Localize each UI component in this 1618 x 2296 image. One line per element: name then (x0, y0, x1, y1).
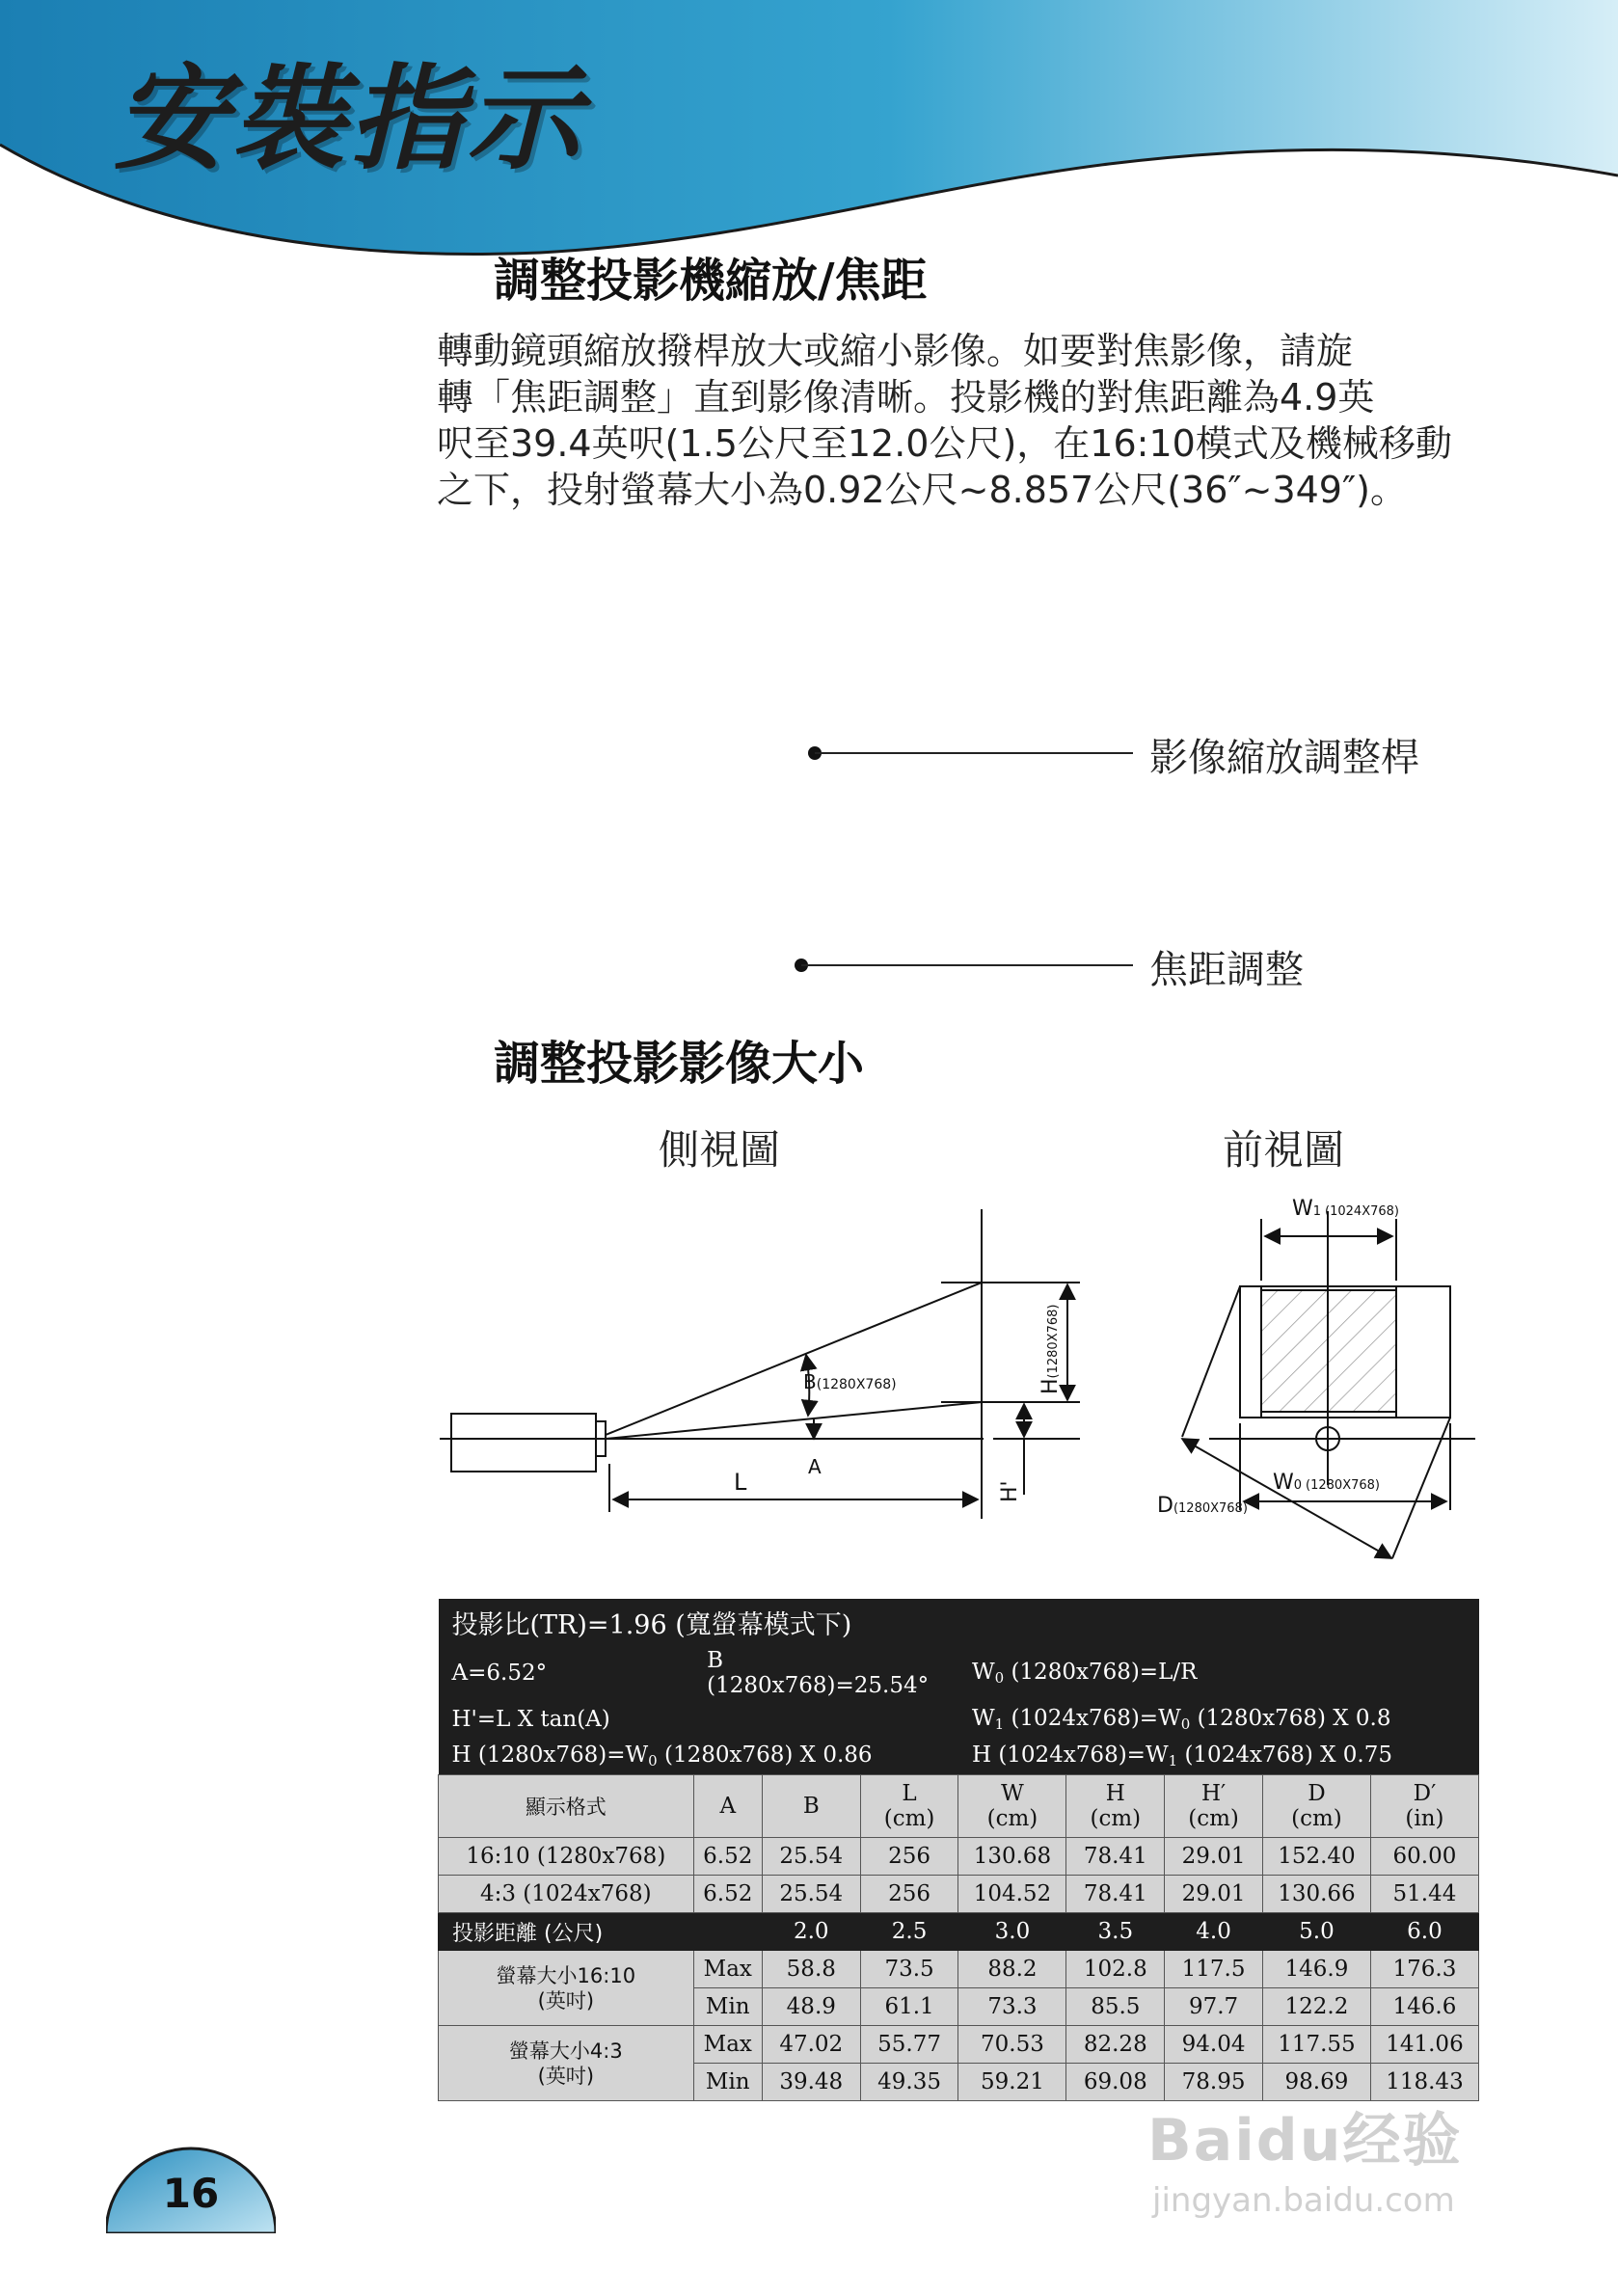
table-cell: 51.44 (1370, 1876, 1478, 1913)
column-header: B (762, 1775, 860, 1838)
distance-value: 4.0 (1165, 1913, 1263, 1951)
table-cell: 88.2 (958, 1951, 1066, 1988)
beam-top-line (606, 1283, 982, 1435)
table-cell: 29.01 (1165, 1876, 1263, 1913)
table-cell: 122.2 (1262, 1988, 1370, 2026)
column-header: A (693, 1775, 762, 1838)
distance-label: 投影距離 (公尺) (439, 1913, 763, 1951)
formula-row (439, 1701, 1479, 1738)
projection-geometry-diagram (424, 1186, 1504, 1610)
table-cell: 146.6 (1370, 1988, 1478, 2026)
table-cell: 29.01 (1165, 1838, 1263, 1876)
distance-value: 2.5 (860, 1913, 958, 1951)
table-cell: 94.04 (1165, 2026, 1263, 2064)
column-header: L (cm) (860, 1775, 958, 1838)
min-label: Min (693, 1988, 762, 2026)
table-header-row (439, 1775, 1479, 1838)
max-label: Max (693, 1951, 762, 1988)
table-cell: 104.52 (958, 1876, 1066, 1913)
table-cell: 146.9 (1262, 1951, 1370, 1988)
table-cell: 60.00 (1370, 1838, 1478, 1876)
max-label: Max (693, 2026, 762, 2064)
table-cell: 85.5 (1066, 1988, 1165, 2026)
table-cell: 117.55 (1262, 2026, 1370, 2064)
description-line: 轉「焦距調整」直到影像清晰。投影機的對焦距離為4.9英 (437, 376, 1375, 419)
min-label: Min (693, 2064, 762, 2101)
table-cell: 39.48 (762, 2064, 860, 2101)
table-cell: 61.1 (860, 1988, 958, 2026)
table-cell: 117.5 (1165, 1951, 1263, 1988)
distance-value: 5.0 (1262, 1913, 1370, 1951)
formula-b: B (1280x768)=25.54° (693, 1645, 958, 1701)
beam-bottom-line (606, 1402, 982, 1439)
column-header: W (cm) (958, 1775, 1066, 1838)
formula-h-prime: H'=L X tan(A) (439, 1701, 958, 1738)
watermark-logo: Baidu经验 (1147, 2107, 1463, 2174)
formula-row (439, 1645, 1479, 1701)
watermark-url: jingyan.baidu.com (1152, 2181, 1455, 2220)
column-header-format: 顯示格式 (439, 1775, 694, 1838)
page-number: 16 (162, 2170, 220, 2217)
table-cell: 6.52 (693, 1838, 762, 1876)
screen-size-4-3-label: 螢幕大小4:3 (英吋) (439, 2026, 694, 2101)
column-header: D′ (in) (1370, 1775, 1478, 1838)
label-l: L (734, 1469, 747, 1496)
table-cell: 49.35 (860, 2064, 958, 2101)
section-title-image-size: 調整投影影像大小 (494, 1037, 865, 1091)
throw-ratio-text: 投影比(TR)=1.96 (寬螢幕模式下) (439, 1599, 1479, 1645)
distance-value: 3.0 (958, 1913, 1066, 1951)
table-cell: 152.40 (1262, 1838, 1370, 1876)
page-number-badge (106, 2141, 276, 2233)
table-cell: 256 (860, 1838, 958, 1876)
description-line: 轉動鏡頭縮放撥桿放大或縮小影像。如要對焦影像，請旋 (437, 330, 1354, 372)
table-cell: 78.95 (1165, 2064, 1263, 2101)
label-h: H(1280X768) (1038, 1304, 1063, 1394)
distance-value: 2.0 (762, 1913, 860, 1951)
formula-w1: $W_1$ $(1024x768)=W_0$ (1280x768) X 0.8 (958, 1701, 1479, 1738)
table-cell: 73.5 (860, 1951, 958, 1988)
projection-spec-table (438, 1599, 1479, 2101)
table-cell: 256 (860, 1876, 958, 1913)
table-row (439, 1951, 1479, 1988)
label-w1: W1 (1024X768) (1292, 1197, 1399, 1221)
table-cell: 70.53 (958, 2026, 1066, 2064)
section-title-zoom-focus: 調整投影機縮放/焦距 (494, 254, 928, 308)
formula-w0: $W_0$ (1280x768)=L/R (958, 1645, 1479, 1701)
table-cell: 130.66 (1262, 1876, 1370, 1913)
front-view-label: 前視圖 (1223, 1126, 1345, 1174)
zoom-focus-description (437, 328, 1452, 513)
focus-ring-pointer-line (801, 964, 1133, 966)
formula-a: A=6.52° (439, 1645, 694, 1701)
focus-ring-label: 焦距調整 (1149, 948, 1304, 992)
column-header: H (cm) (1066, 1775, 1165, 1838)
table-cell: 78.41 (1066, 1838, 1165, 1876)
table-cell: 141.06 (1370, 2026, 1478, 2064)
table-cell: 25.54 (762, 1876, 860, 1913)
table-cell: 25.54 (762, 1838, 860, 1876)
column-header: H′ (cm) (1165, 1775, 1263, 1838)
label-a: A (808, 1455, 822, 1478)
formula-h-1280: H $(1280x768)=W_0$ (1280x768) X 0.86 (439, 1738, 958, 1775)
table-cell: 97.7 (1165, 1988, 1263, 2026)
formula-h-1024: H $(1024x768)=W_1$ (1024x768) X 0.75 (958, 1738, 1479, 1775)
distance-value: 6.0 (1370, 1913, 1478, 1951)
table-cell: 59.21 (958, 2064, 1066, 2101)
table-cell: 69.08 (1066, 2064, 1165, 2101)
table-cell: 58.8 (762, 1951, 860, 1988)
page-title: 安裝指示 (114, 52, 585, 185)
table-cell: 6.52 (693, 1876, 762, 1913)
description-line: 之下，投射螢幕大小為0.92公尺~8.857公尺(36″~349″)。 (437, 469, 1407, 511)
table-cell: 82.28 (1066, 2026, 1165, 2064)
formula-row (439, 1738, 1479, 1775)
screen-size-16-10-label: 螢幕大小16:10 (英吋) (439, 1951, 694, 2026)
label-w0: W0 (1280X768) (1273, 1471, 1380, 1495)
table-cell: 73.3 (958, 1988, 1066, 2026)
table-cell: 176.3 (1370, 1951, 1478, 1988)
row-label: 16:10 (1280x768) (439, 1838, 694, 1876)
column-header: D (cm) (1262, 1775, 1370, 1838)
table-cell: 98.69 (1262, 2064, 1370, 2101)
row-label: 4:3 (1024x768) (439, 1876, 694, 1913)
projector-body (451, 1414, 596, 1472)
side-view-label: 側視圖 (659, 1126, 781, 1174)
table-cell: 48.9 (762, 1988, 860, 2026)
d-diagonal-arrow (1182, 1439, 1391, 1558)
table-cell: 78.41 (1066, 1876, 1165, 1913)
throw-ratio-row (439, 1599, 1479, 1645)
table-row (439, 1838, 1479, 1876)
zoom-lever-label: 影像縮放調整桿 (1149, 736, 1419, 780)
description-line: 呎至39.4英呎(1.5公尺至12.0公尺)，在16:10模式及機械移動 (437, 422, 1452, 465)
table-cell: 118.43 (1370, 2064, 1478, 2101)
table-row (439, 2026, 1479, 2064)
table-row (439, 1876, 1479, 1913)
table-cell: 47.02 (762, 2026, 860, 2064)
label-h-prime: H' (998, 1480, 1022, 1502)
distance-header-row (439, 1913, 1479, 1951)
side-view-diagram (440, 1209, 1080, 1519)
label-d: D(1280X768) (1157, 1494, 1248, 1518)
table-cell: 130.68 (958, 1838, 1066, 1876)
zoom-lever-pointer-line (815, 752, 1133, 754)
table-cell: 102.8 (1066, 1951, 1165, 1988)
label-b: B(1280X768) (803, 1370, 897, 1393)
distance-value: 3.5 (1066, 1913, 1165, 1951)
table-cell: 55.77 (860, 2026, 958, 2064)
